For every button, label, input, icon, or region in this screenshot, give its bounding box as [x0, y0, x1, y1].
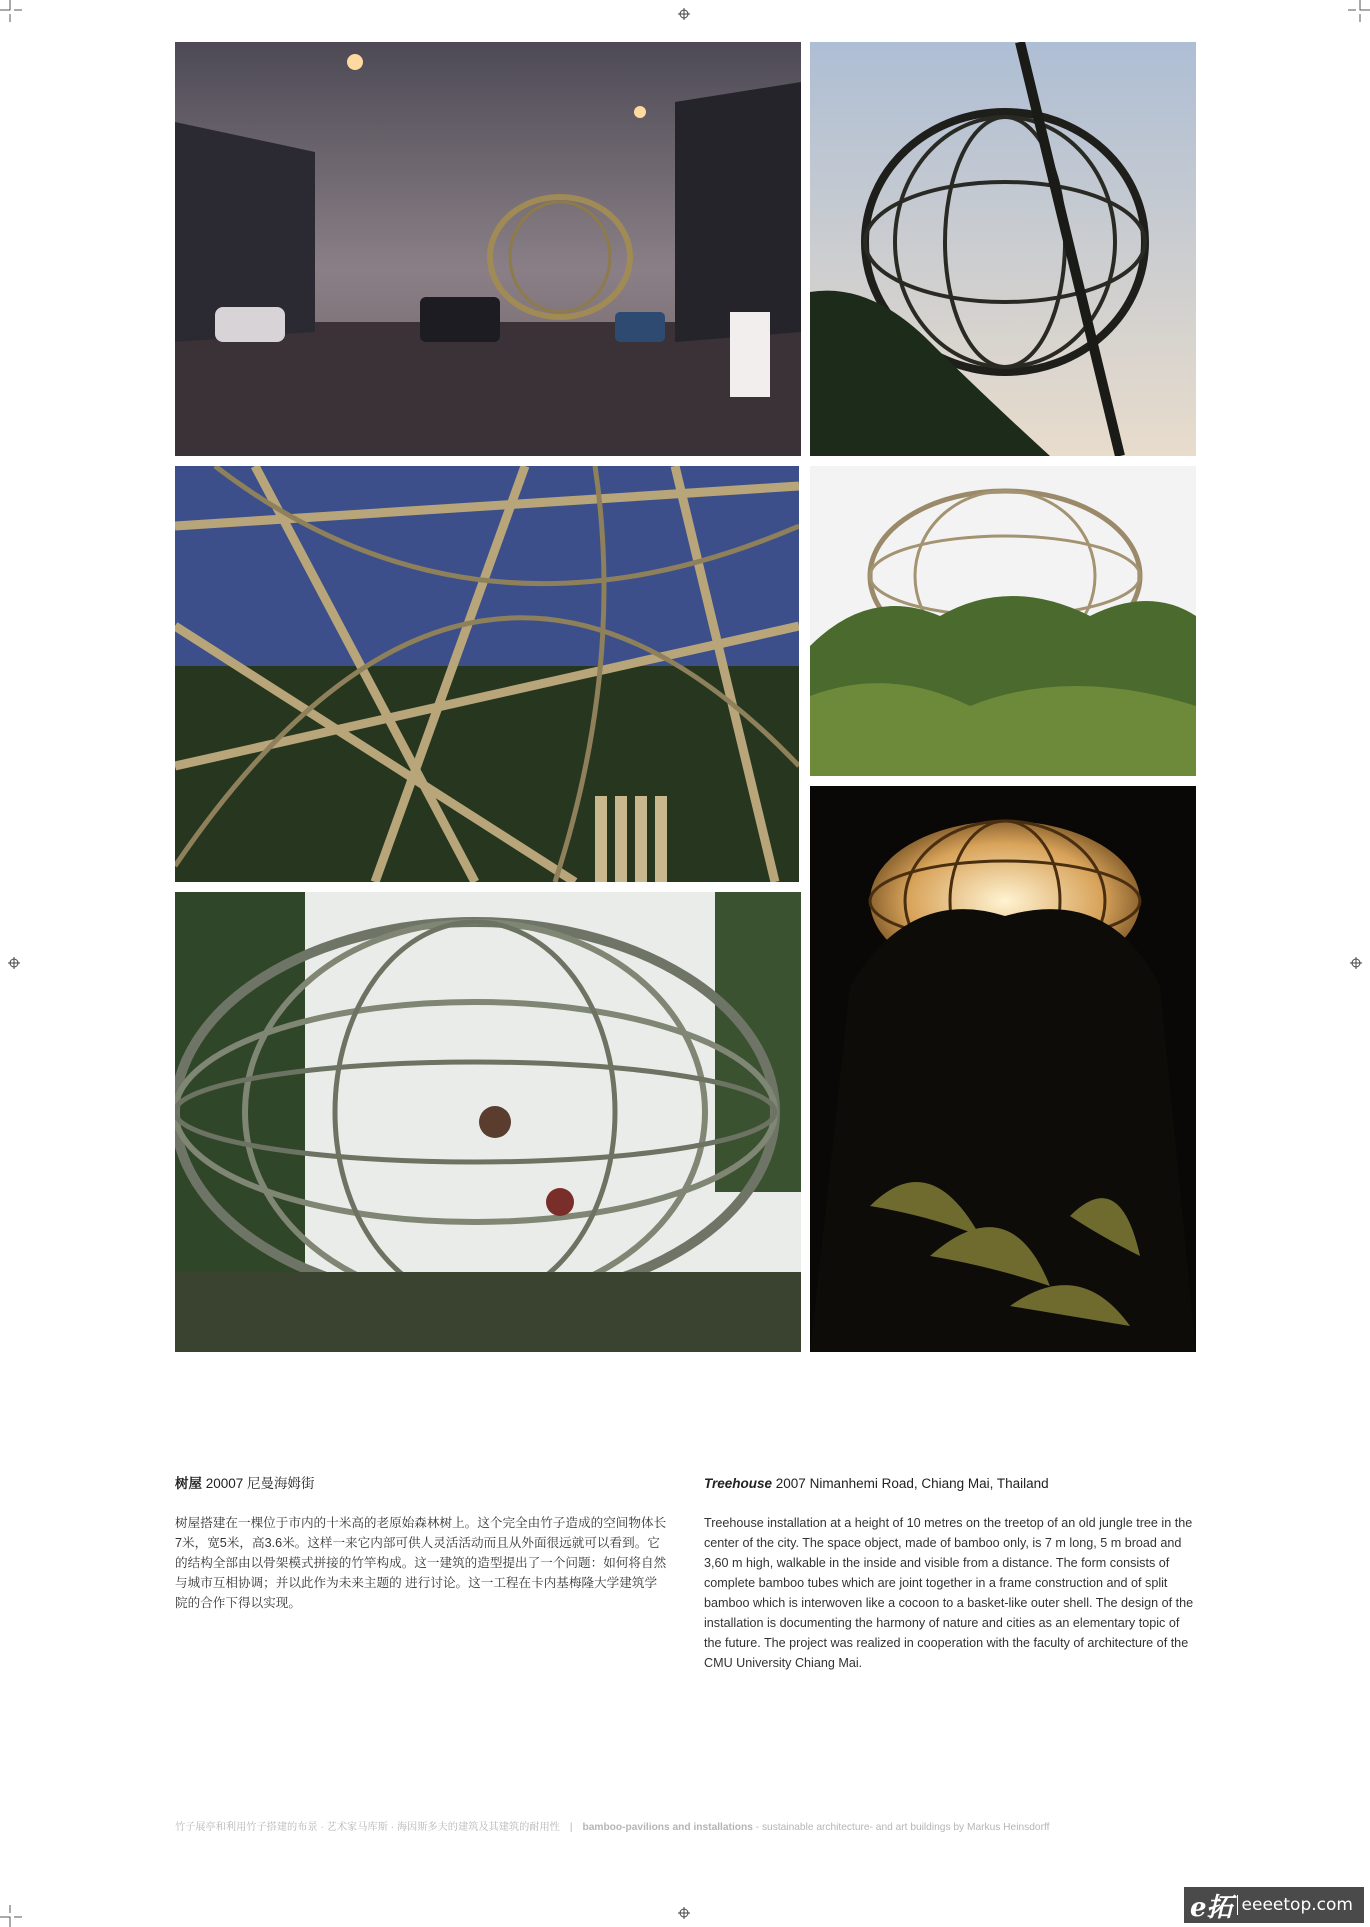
watermark-site: eeeetop.com	[1237, 1895, 1353, 1915]
watermark-badge[interactable]	[1184, 1887, 1364, 1923]
page-footer	[175, 1818, 1195, 1833]
register-mark-bottom	[674, 1903, 694, 1923]
photo-street-dusk	[175, 42, 801, 456]
caption-en-title-rest: 2007 Nimanhemi Road, Chiang Mai, Thailand	[772, 1476, 1049, 1491]
caption-cn-body: 树屋搭建在一棵位于市内的十米高的老原始森林树上。这个完全由竹子造成的空间物体长7米，宽5米，高3.6米。这样一来它内部可供人灵活活动而且从外面很远就可以看到。它的结构全部由以骨架模式拼接的竹竿构成。这一建筑的造型提出了一个问题：如何将自然与城市互相协调；并以此作为未来主题的 进行讨论。这一工程在卡内基梅隆大学建筑学院的合作下得以实现。	[175, 1516, 667, 1610]
caption-cn-title	[175, 1475, 665, 1493]
caption-en-title-italic: Treehouse	[704, 1476, 773, 1491]
crop-mark-top-left	[0, 0, 22, 22]
caption-cn-title-rest: 20007 尼曼海姆街	[205, 1476, 315, 1491]
photo-sphere-treetop-day	[810, 466, 1196, 776]
crop-mark-top-right	[1348, 0, 1370, 22]
photo-sphere-crane	[810, 42, 1196, 456]
footer-separator: |	[569, 1822, 573, 1833]
watermark-logo: e拓	[1190, 1892, 1233, 1923]
photo-sphere-workers	[175, 892, 801, 1352]
caption-cn-title-bold: 树屋	[175, 1476, 202, 1491]
footer-en-rest: - sustainable architecture- and art buildings by Markus Heinsdorff	[752, 1822, 1050, 1833]
register-mark-left	[4, 953, 24, 973]
caption-en-title	[704, 1475, 1196, 1493]
register-mark-top	[674, 4, 694, 24]
photo-bamboo-interior	[175, 466, 799, 882]
caption-en-body: Treehouse installation at a height of 10 metres on the treetop of an old jungle tree in the center of the city. The space object, made of bamboo only, is 7 m long, 5 m broad and 3,60 m high, walkable in the inside and visible from a distance. The form consists of complete bamboo tubes which are joint together in a frame construction and of split bamboo which is interwoven like a cocoon to a basket-like outer shell. The design of the installation is documenting the harmony of nature and cities as an elementary topic of the future. The project was realized in cooperation with the faculty of architecture of the CMU University Chiang Mai.	[704, 1516, 1194, 1670]
footer-en-bold: bamboo-pavilions and installations	[582, 1822, 753, 1833]
footer-cn: 竹子展亭和利用竹子搭建的布景 · 艺术家马库斯 · 海因斯多夫的建筑及其建筑的耐用性	[175, 1822, 560, 1833]
photo-sphere-night	[810, 786, 1196, 1352]
crop-mark-bottom-left	[0, 1905, 22, 1927]
register-mark-right	[1346, 953, 1366, 973]
